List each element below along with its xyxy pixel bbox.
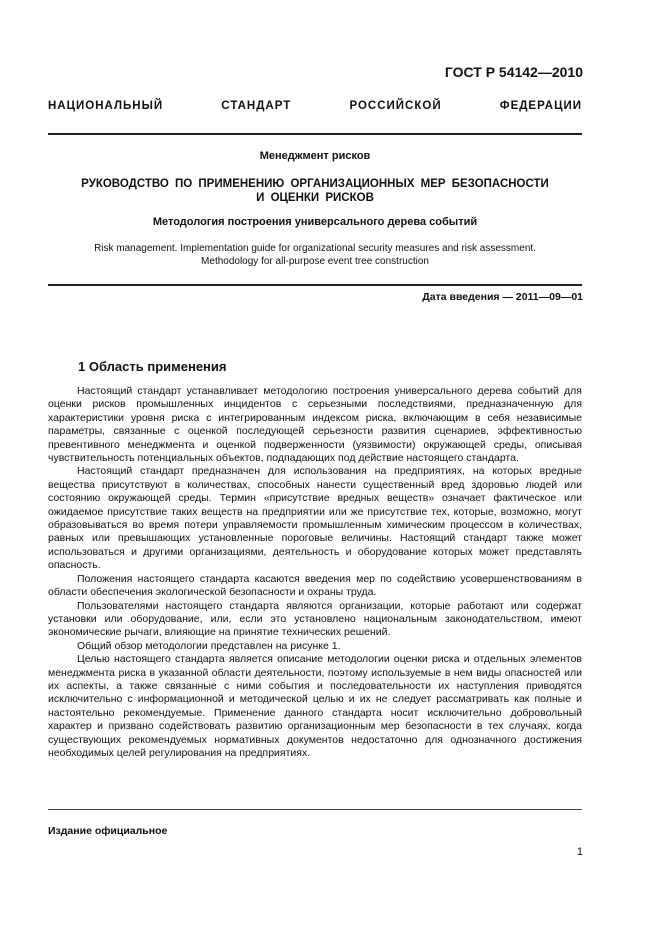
title-line-1: РУКОВОДСТВО ПО ПРИМЕНЕНИЮ ОРГАНИЗАЦИОННЫХ МЕР БЕЗОПАСНОСТИ (81, 178, 549, 190)
national-standard-heading: НАЦИОНАЛЬНЫЙ СТАНДАРТ РОССИЙСКОЙ ФЕДЕРАЦИИ (48, 100, 582, 112)
subtitle: Менеджмент рисков (259, 150, 371, 162)
paragraph: Общий обзор методологии представлен на рисунке 1. (77, 639, 341, 652)
paragraph: Положения настоящего стандарта касаются введения мер по содействию усовершенствованиям в области обеспечения экологической безопасности и охраны труда. (48, 572, 582, 599)
header-divider (48, 133, 582, 135)
paragraph: Целью настоящего стандарта является описание методологии оценки риска и отдельных элементов менеджмента риска в указанной области деятельности, поэтому используемые в нем виды опасностей или их аспекты, а также связанные с ними события и последовательности их наступления приводятся исключительно с информационной и методической целью и их не следует рассматривать как полные и настоятельно рекомендуемые. Применение данного стандарта носит исключительно добровольный характер и призвано содействовать развитию организационным мер безопасности в тех случаях, когда существующих рекомендуемых нормативных документов недостаточно для однозначного достижения необходимых целей регулирования на предприятиях. (48, 653, 582, 759)
standard-code: ГОСТ Р 54142—2010 (444, 64, 583, 80)
paragraph: Настоящий стандарт предназначен для использования на предприятиях, на которых вредные вещества присутствуют в количествах, способных нанести существенный вред здоровью людей или состоянию окружающей среды. Термин «присутствие вредных веществ» означает фактическое или ожидаемое присутствие таких веществ на предприятии или же присутствие тех, которые, возможно, могут образовываться во время потери управляемости промышленным химическим процессом в количествах, равных или превышающих установленные пороговые величины. Настоящий стандарт также может использоваться и другими организациями, деятельность и оборудование которых может представлять опасность. (48, 465, 582, 572)
section-heading: 1 Область применения (78, 359, 227, 374)
introduction-date: Дата введения — 2011—09—01 (422, 291, 583, 303)
paragraph: Пользователями настоящего стандарта являются организации, которые работают или содержат установки или оборудование, или, если это установлено национальным законодательством, имеют экономические рычаги, влияющие на принятие технических решений. (48, 599, 582, 639)
title-divider (48, 284, 582, 286)
paragraph: Настоящий стандарт устанавливает методологию построения универсального дерева событий для оценки рисков промышленных инцидентов с серьезными последствиями, предназначенную для характеристики уровня риска с интегрированным индексом риска, включающим в себя независимые параметры, связанные с оценкой последующей серьезности развития сценариев, эффективностью превентивного менеджмента и оценкой подверженности (уязвимости) окружающей среды, описывая чувствительность потенциальных объектов, подпадающих под действие настоящего стандарта. (48, 385, 582, 465)
methodology-subtitle: Методология построения универсального дерева событий (152, 216, 478, 228)
footer-divider (48, 809, 582, 810)
english-title-line-2: Methodology for all-purpose event tree construction (201, 256, 429, 267)
official-edition-label: Издание официальное (48, 825, 168, 837)
english-title (48, 242, 582, 268)
document-title (48, 177, 582, 205)
title-line-2: И ОЦЕНКИ РИСКОВ (256, 192, 374, 204)
section-body (48, 385, 582, 760)
english-title-line-1: Risk management. Implementation guide for organizational security measures and risk assessment. (94, 243, 536, 254)
page-number: 1 (576, 846, 583, 858)
